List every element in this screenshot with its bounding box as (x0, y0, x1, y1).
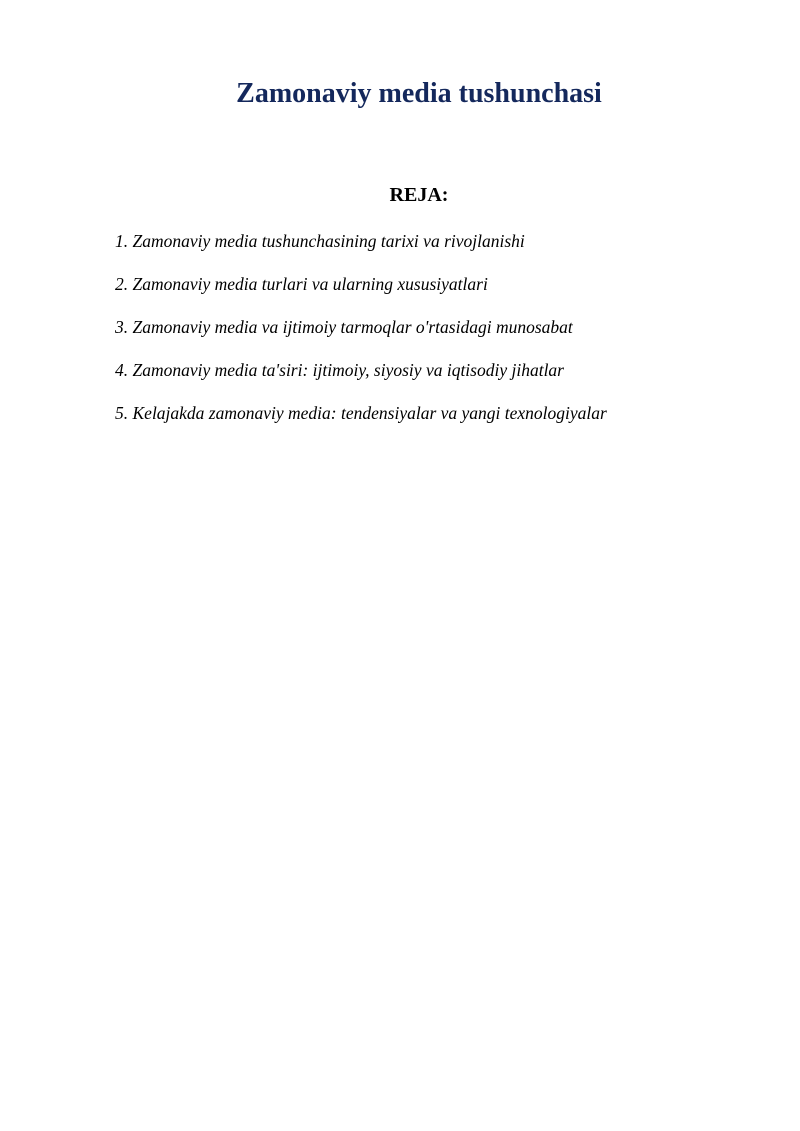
plan-item: 4. Zamonaviy media ta'siri: ijtimoiy, siyosiy va iqtisodiy jihatlar (115, 360, 564, 380)
plan-heading: REJA: (389, 184, 449, 206)
plan-item: 1. Zamonaviy media tushunchasining tarixi va rivojlanishi (115, 231, 525, 251)
plan-item: 3. Zamonaviy media va ijtimoiy tarmoqlar o'rtasidagi munosabat (115, 317, 573, 337)
plan-item: 2. Zamonaviy media turlari va ularning xususiyatlari (115, 274, 488, 294)
plan-item: 5. Kelajakda zamonaviy media: tendensiyalar va yangi texnologiyalar (115, 403, 607, 423)
plan-list (115, 230, 775, 445)
document-title: Zamonaviy media tushunchasi (236, 78, 602, 109)
